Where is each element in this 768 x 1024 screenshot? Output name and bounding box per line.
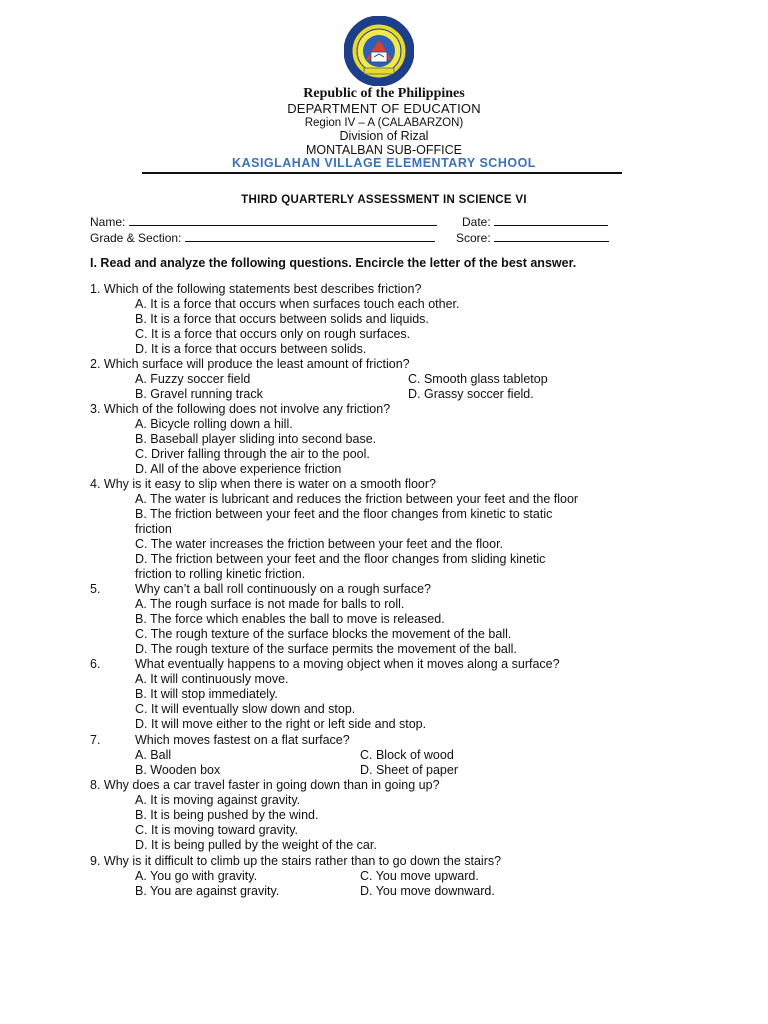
answer-choice[interactable]: A. The water is lubricant and reduces the friction between your feet and the floor [135, 492, 579, 506]
answer-choice[interactable]: A. Bicycle rolling down a hill. [135, 417, 293, 431]
sub-office-heading: MONTALBAN SUB-OFFICE [305, 143, 463, 157]
answer-choice[interactable]: C. It will eventually slow down and stop. [135, 702, 356, 716]
answer-choice[interactable]: B. It is a force that occurs between solids and liquids. [135, 312, 429, 326]
answer-choice-continued: friction [135, 522, 172, 536]
answer-choice[interactable]: A. Ball [135, 748, 172, 762]
exam-title: THIRD QUARTERLY ASSESSMENT IN SCIENCE VI [241, 194, 527, 206]
school-seal-logo [344, 16, 414, 86]
answer-choice[interactable]: A. It is a force that occurs when surfaces touch each other. [135, 297, 460, 311]
question-stem: 4. Why is it easy to slip when there is water on a smooth floor? [90, 477, 436, 491]
answer-choice[interactable]: A. It will continuously move. [135, 672, 289, 686]
answer-choice[interactable]: C. Block of wood [360, 748, 454, 762]
grade-section-field[interactable] [90, 230, 435, 245]
answer-choice[interactable]: B. The friction between your feet and the floor changes from kinetic to static [135, 507, 553, 521]
score-blank[interactable] [494, 230, 609, 242]
answer-choice[interactable]: D. The friction between your feet and the floor changes from sliding kinetic [135, 552, 546, 566]
question-stem: Which moves fastest on a flat surface? [135, 733, 350, 747]
answer-choice-continued: friction to rolling kinetic friction. [135, 567, 306, 581]
republic-heading: Republic of the Philippines [303, 86, 465, 101]
part-1-instruction: I. Read and analyze the following questions. Encircle the letter of the best answer. [90, 256, 577, 270]
answer-choice[interactable]: A. The rough surface is not made for balls to roll. [135, 597, 405, 611]
answer-choice[interactable]: D. All of the above experience friction [135, 462, 342, 476]
answer-choice[interactable]: B. It is being pushed by the wind. [135, 808, 319, 822]
date-field[interactable] [462, 214, 608, 229]
region-heading: Region IV – A (CALABARZON) [304, 117, 464, 129]
answer-choice[interactable]: D. The rough texture of the surface permits the movement of the ball. [135, 642, 517, 656]
answer-choice[interactable]: C. The water increases the friction between your feet and the floor. [135, 537, 504, 551]
answer-choice[interactable]: B. You are against gravity. [135, 884, 280, 898]
answer-choice[interactable]: D. You move downward. [360, 884, 495, 898]
name-label: Name: [90, 215, 126, 229]
answer-choice[interactable]: D. It is a force that occurs between solids. [135, 342, 367, 356]
answer-choice[interactable]: B. Wooden box [135, 763, 221, 777]
answer-choice[interactable]: C. It is a force that occurs only on rough surfaces. [135, 327, 411, 341]
grade-section-blank[interactable] [185, 230, 435, 242]
date-label: Date: [462, 215, 491, 229]
answer-choice[interactable]: A. You go with gravity. [135, 869, 258, 883]
name-field[interactable] [90, 214, 437, 229]
answer-choice[interactable]: B. Baseball player sliding into second base. [135, 432, 377, 446]
answer-choice[interactable]: D. Grassy soccer field. [408, 387, 534, 401]
question-number: 6. [90, 657, 101, 671]
answer-choice[interactable]: C. It is moving toward gravity. [135, 823, 299, 837]
division-heading: Division of Rizal [339, 129, 429, 143]
answer-choice[interactable]: C. Driver falling through the air to the pool. [135, 447, 370, 461]
question-stem: 2. Which surface will produce the least amount of friction? [90, 357, 410, 371]
question-number: 5. [90, 582, 101, 596]
grade-section-label: Grade & Section: [90, 231, 182, 245]
answer-choice[interactable]: C. You move upward. [360, 869, 479, 883]
answer-choice[interactable]: D. It will move either to the right or left side and stop. [135, 717, 427, 731]
score-label: Score: [456, 231, 491, 245]
question-stem: 3. Which of the following does not involve any friction? [90, 402, 391, 416]
answer-choice[interactable]: D. It is being pulled by the weight of the car. [135, 838, 377, 852]
answer-choice[interactable]: C. Smooth glass tabletop [408, 372, 548, 386]
answer-choice[interactable]: C. The rough texture of the surface blocks the movement of the ball. [135, 627, 512, 641]
question-stem: Why can’t a ball roll continuously on a rough surface? [135, 582, 431, 596]
header-divider [142, 172, 622, 174]
department-heading: DEPARTMENT OF EDUCATION [287, 101, 481, 116]
answer-choice[interactable]: B. Gravel running track [135, 387, 263, 401]
answer-choice[interactable]: D. Sheet of paper [360, 763, 458, 777]
question-stem: 8. Why does a car travel faster in going down than in going up? [90, 778, 440, 792]
answer-choice[interactable]: A. Fuzzy soccer field [135, 372, 251, 386]
school-name: KASIGLAHAN VILLAGE ELEMENTARY SCHOOL [232, 156, 536, 170]
answer-choice[interactable]: A. It is moving against gravity. [135, 793, 301, 807]
score-field[interactable] [456, 230, 609, 245]
date-blank[interactable] [494, 214, 608, 226]
question-number: 7. [90, 733, 101, 747]
answer-choice[interactable]: B. It will stop immediately. [135, 687, 278, 701]
question-stem: 9. Why is it difficult to climb up the stairs rather than to go down the stairs? [90, 854, 502, 868]
question-stem: What eventually happens to a moving object when it moves along a surface? [135, 657, 560, 671]
question-stem: 1. Which of the following statements best describes friction? [90, 282, 422, 296]
answer-choice[interactable]: B. The force which enables the ball to move is released. [135, 612, 445, 626]
name-blank[interactable] [129, 214, 437, 226]
